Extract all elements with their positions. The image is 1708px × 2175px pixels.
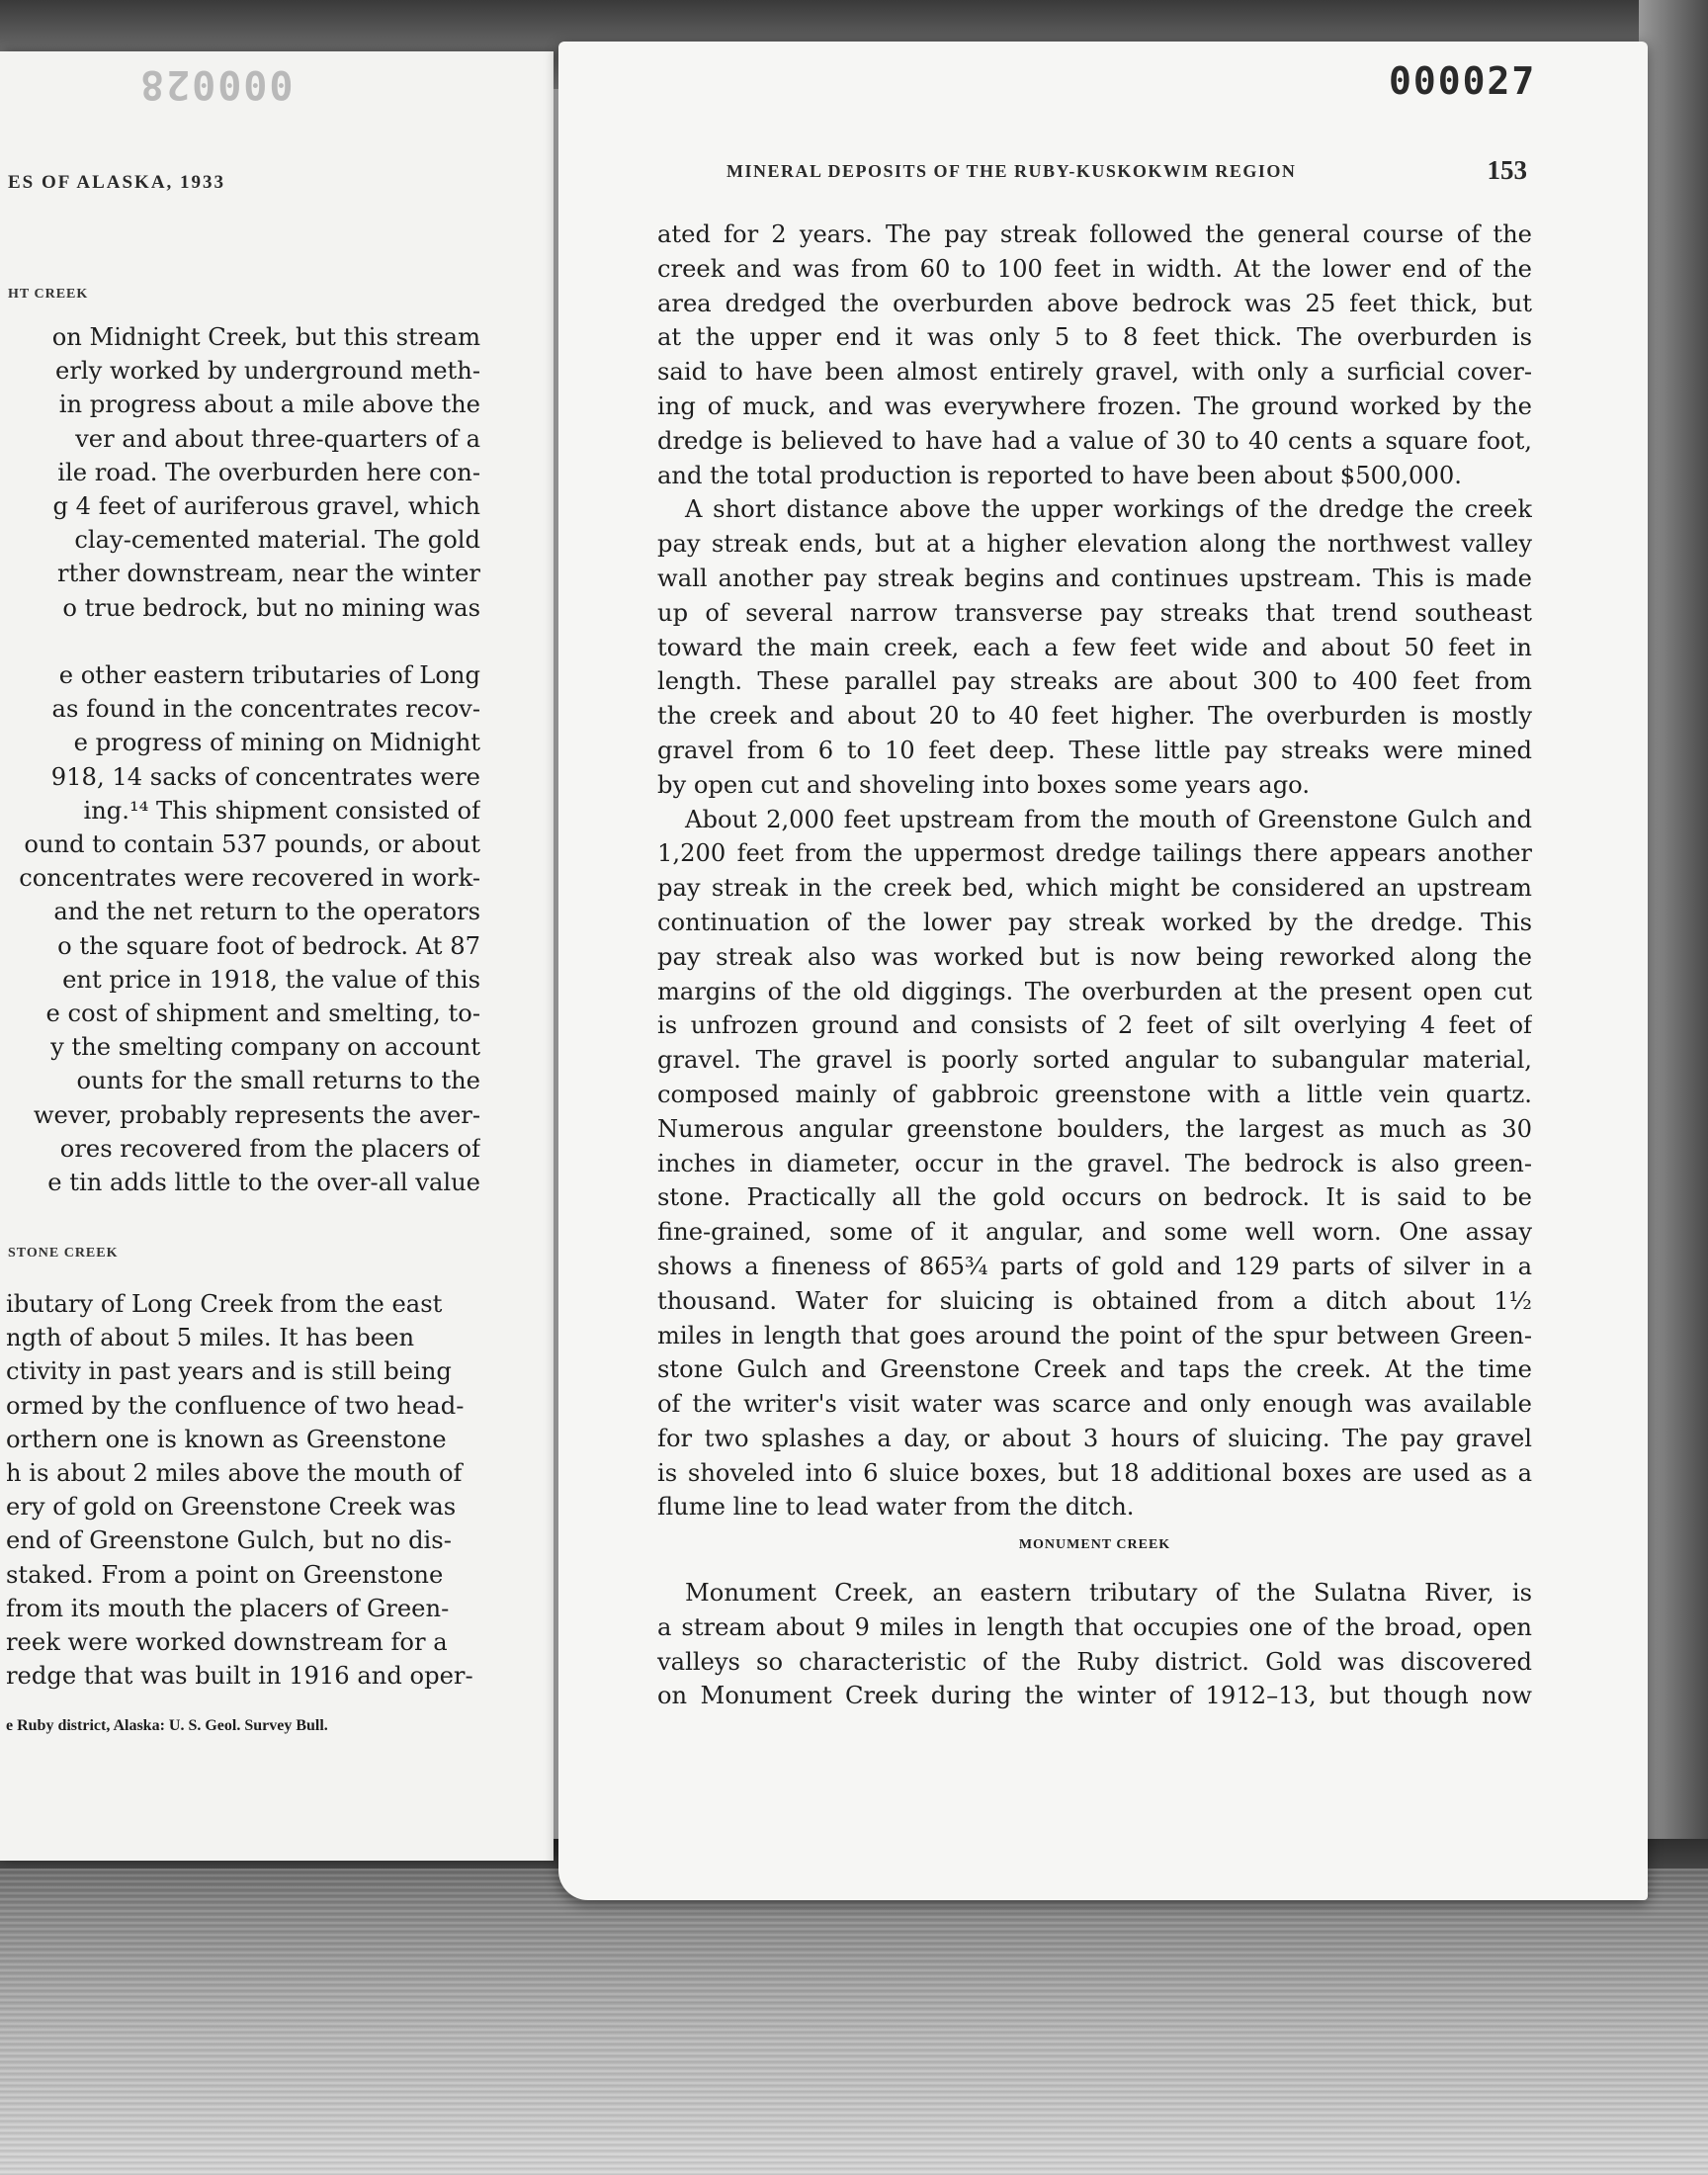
text-line: About 2,000 feet upstream from the mouth of Greenstone Gulch and: [685, 805, 1532, 833]
text-line: at the upper end it was only 5 to 8 feet thick. The overburden is: [657, 323, 1532, 352]
left-body-paragraphs-2: [6, 1287, 480, 1693]
text-line: toward the main creek, each a few feet wide and about 50 feet in: [657, 633, 1532, 661]
text-line: ery of gold on Greenstone Creek was: [6, 1493, 457, 1522]
text-line: ver and about three-quarters of a: [75, 424, 480, 453]
text-line: margins of the old diggings. The overburden at the present open cut: [657, 977, 1532, 1005]
text-line: thousand. Water for sluicing is obtained from a ditch about 1½: [657, 1286, 1532, 1315]
text-line: wever, probably represents the aver-: [33, 1100, 480, 1129]
page-number: 153: [1487, 155, 1527, 185]
page-stamp: 000027: [1389, 59, 1537, 103]
text-line: ing of muck, and was everywhere frozen. The ground worked by the: [657, 392, 1532, 420]
text-line: end of Greenstone Gulch, but no dis-: [6, 1526, 452, 1555]
text-line: e tin adds little to the over-all value: [47, 1169, 480, 1197]
text-line: e other eastern tributaries of Long: [58, 661, 480, 690]
text-line: for two splashes a day, or about 3 hours of sluicing. The pay gravel: [657, 1424, 1532, 1452]
left-section-title: HT CREEK: [8, 287, 89, 302]
text-line: and the total production is reported to have been about $500,000.: [657, 461, 1462, 489]
text-line: pay streak ends, but at a higher elevation along the northwest valley: [657, 530, 1532, 559]
text-line: area dredged the overburden above bedrock was 25 feet thick, but: [657, 289, 1532, 317]
text-line: ated for 2 years. The pay streak followed the general course of the: [657, 220, 1532, 248]
text-line: ounts for the small returns to the: [76, 1067, 480, 1095]
text-line: composed mainly of gabbroic greenstone with a little vein quartz.: [657, 1080, 1532, 1108]
text-line: length. These parallel pay streaks are about 300 to 400 feet from: [657, 667, 1532, 696]
text-line: ormed by the confluence of two head-: [6, 1391, 465, 1420]
text-line: said to have been almost entirely gravel, with only a surficial cover-: [657, 358, 1532, 387]
text-line: gravel. The gravel is poorly sorted angular to subangular material,: [657, 1046, 1532, 1075]
text-line: Monument Creek, an eastern tributary of the Sulatna River, is: [685, 1579, 1532, 1607]
text-line: ores recovered from the placers of: [59, 1134, 480, 1163]
text-line: ibutary of Long Creek from the east: [6, 1290, 443, 1318]
text-line: wall another pay streak begins and continues upstream. This is made: [657, 564, 1532, 592]
text-line: 1,200 feet from the uppermost dredge tailings there appears another: [657, 839, 1532, 868]
text-line: on Monument Creek during the winter of 1912–13, but though now: [657, 1682, 1532, 1710]
text-line: reek were worked downstream for a: [6, 1628, 448, 1657]
text-line: e cost of shipment and smelting, to-: [45, 1000, 480, 1028]
text-line: from its mouth the placers of Green-: [6, 1594, 450, 1622]
text-line: fine-grained, some of it angular, and some well worn. One assay: [657, 1218, 1532, 1247]
text-line: o the square foot of bedrock. At 87: [57, 931, 480, 960]
text-line: creek and was from 60 to 100 feet in width. At the lower end of the: [657, 254, 1532, 283]
text-line: of the writer's visit water was scarce and only enough was available: [657, 1390, 1532, 1419]
text-line: staked. From a point on Greenstone: [6, 1560, 444, 1589]
text-line: by open cut and shoveling into boxes some years ago.: [657, 770, 1311, 799]
left-running-head: ES OF ALASKA, 1933: [8, 172, 226, 193]
text-line: and the net return to the operators: [53, 898, 480, 926]
text-line: is shoveled into 6 sluice boxes, but 18 additional boxes are used as a: [657, 1458, 1532, 1487]
text-line: 918, 14 sacks of concentrates were: [50, 762, 480, 791]
text-line: is unfrozen ground and consists of 2 feet of silt overlying 4 feet of: [657, 1011, 1532, 1040]
text-line: redge that was built in 1916 and oper-: [6, 1662, 473, 1691]
text-line: erly worked by underground meth-: [55, 357, 480, 386]
text-line: pay streak in the creek bed, which might be considered an upstream: [657, 874, 1532, 903]
text-line: ctivity in past years and is still being: [6, 1357, 452, 1386]
text-line: continuation of the lower pay streak worked by the dredge. This: [657, 908, 1532, 936]
scanner-background-bottom: [0, 1869, 1708, 2175]
text-line: gravel from 6 to 10 feet deep. These little pay streaks were mined: [657, 736, 1532, 764]
text-line: rther downstream, near the winter: [57, 560, 480, 588]
text-line: clay-cemented material. The gold: [74, 526, 480, 555]
left-page: [0, 51, 554, 1861]
running-head-title: MINERAL DEPOSITS OF THE RUBY-KUSKOKWIM REGION: [726, 161, 1297, 181]
text-line: concentrates were recovered in work-: [19, 864, 480, 893]
text-line: dredge is believed to have had a value of 30 to 40 cents a square foot,: [657, 426, 1532, 455]
text-line: ing.¹⁴ This shipment consisted of: [83, 796, 480, 825]
right-body-paragraphs-2: [657, 1576, 1532, 1713]
text-line: o true bedrock, but no mining was: [62, 593, 480, 622]
text-line: in progress about a mile above the: [58, 391, 480, 419]
text-line: ent price in 1918, the value of this: [62, 965, 480, 994]
text-line: as found in the concentrates recov-: [51, 695, 480, 724]
left-section-title-2: STONE CREEK: [8, 1246, 119, 1261]
text-line: a stream about 9 miles in length that occupies one of the broad, open: [657, 1612, 1532, 1641]
section-title: MONUMENT CREEK: [1018, 1537, 1171, 1552]
text-line: stone. Practically all the gold occurs on bedrock. It is said to be: [657, 1183, 1532, 1212]
text-line: ngth of about 5 miles. It has been: [6, 1324, 415, 1352]
text-line: up of several narrow transverse pay streaks that trend southeast: [657, 598, 1532, 627]
text-line: e progress of mining on Midnight: [73, 729, 480, 757]
text-line: pay streak also was worked but is now being reworked along the: [657, 942, 1532, 971]
text-line: inches in diameter, occur in the gravel. The bedrock is also green-: [657, 1149, 1532, 1177]
left-footnote: e Ruby district, Alaska: U. S. Geol. Survey Bull.: [6, 1717, 328, 1734]
text-line: stone Gulch and Greenstone Creek and taps the creek. At the time: [657, 1355, 1532, 1384]
mirrored-page-stamp: 000028: [138, 61, 294, 107]
text-line: shows a fineness of 865¾ parts of gold and 129 parts of silver in a: [657, 1252, 1532, 1280]
text-line: y the smelting company on account: [50, 1033, 480, 1062]
text-line: valleys so characteristic of the Ruby district. Gold was discovered: [657, 1647, 1532, 1676]
text-line: miles in length that goes around the point of the spur between Green-: [657, 1321, 1532, 1349]
text-line: Numerous angular greenstone boulders, the largest as much as 30: [657, 1114, 1532, 1143]
right-body-paragraphs: [657, 218, 1532, 1524]
text-line: h is about 2 miles above the mouth of: [6, 1459, 463, 1488]
text-line: flume line to lead water from the ditch.: [657, 1493, 1135, 1522]
text-line: A short distance above the upper workings of the dredge the creek: [685, 495, 1532, 524]
text-line: [6, 625, 480, 658]
scanner-background-right: [1639, 0, 1708, 1878]
text-line: g 4 feet of auriferous gravel, which: [52, 492, 480, 521]
right-running-head: [726, 155, 1527, 185]
text-line: orthern one is known as Greenstone: [6, 1425, 447, 1453]
text-line: on Midnight Creek, but this stream: [51, 323, 480, 351]
left-body-paragraphs: [6, 320, 480, 1199]
text-line: ile road. The overburden here con-: [57, 458, 480, 486]
text-line: ound to contain 537 pounds, or about: [24, 830, 480, 859]
text-line: the creek and about 20 to 40 feet higher. The overburden is mostly: [657, 702, 1532, 731]
